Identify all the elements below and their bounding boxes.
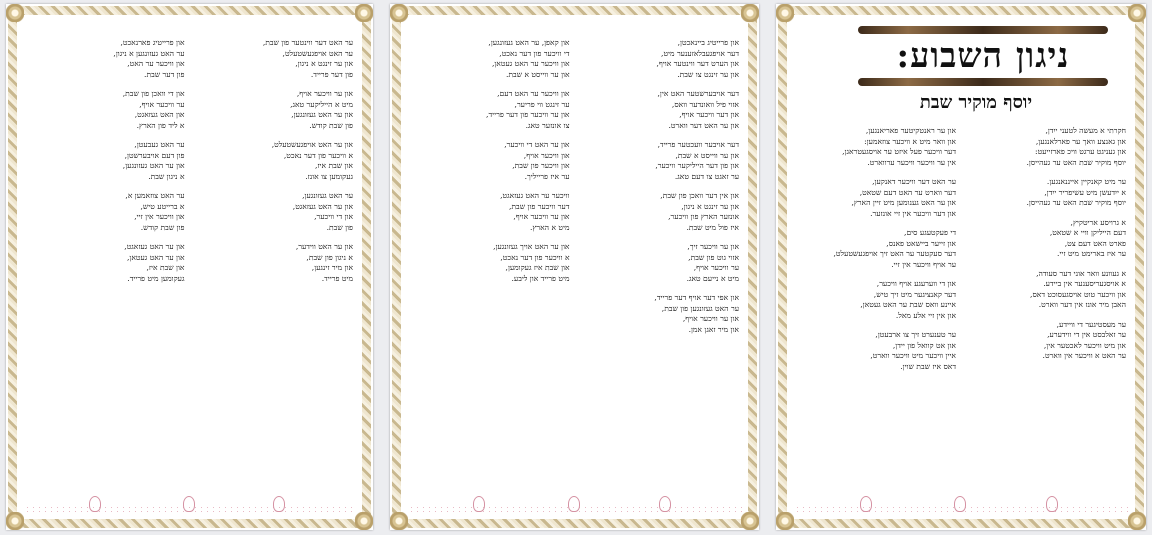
verse-line: און די וואכן פון שבת,: [122, 89, 185, 98]
verse-line: די פעקטעגע סים,: [904, 228, 956, 237]
verse-line: ער איז פרייליך.: [524, 171, 570, 181]
text-column-left: [410, 38, 570, 486]
stanza: [195, 38, 354, 80]
frame-corner-ornament: [741, 512, 759, 530]
verse-line: פון שבת קודש.: [309, 120, 353, 130]
verse-line: און זייער ביישאט פאנס,: [886, 238, 956, 248]
page-right: [776, 4, 1146, 530]
verse-line: פון דעם אויבערשטן,: [124, 150, 185, 160]
ornament-knot: [1046, 496, 1058, 512]
verse-line: וויכער ער האט געזאגט,: [500, 191, 570, 200]
stanza: [796, 126, 956, 168]
verse-line: און ער האט אויך געזונגען,: [493, 242, 570, 251]
verse-line: געקומען מיט פרייד.: [127, 273, 185, 283]
verse-line: מיט א הארץ.: [530, 222, 570, 232]
verse-line: און מיר זינגען,: [311, 263, 353, 272]
verse-line: ער האט דער וויכער דאנקען,: [872, 177, 956, 186]
verse-line: און וויכער אויף,: [523, 150, 570, 160]
verse-line: ער האט געזונגען א ניגון,: [113, 48, 185, 58]
stanza: [410, 140, 570, 182]
verse-line: ער האט געזונגען פון שבת,: [661, 303, 739, 313]
verse-line: דאס איז שבת שוין.: [900, 361, 956, 371]
verse-line: פון שבת קודש.: [140, 222, 185, 232]
verse-line: א ליד פון הארץ.: [136, 120, 185, 130]
stanza: [580, 242, 740, 284]
verse-line: און ער האט געזונגען,: [291, 110, 353, 119]
verse-line: איינע וואס שבת ער האט געטאן,: [860, 300, 956, 309]
stanza: [966, 126, 1126, 168]
verse-line: א ברייטע טיש,: [140, 201, 185, 211]
stanza: [580, 38, 740, 80]
verse-line: און דער וויכער אין זיי אונזער.: [870, 208, 956, 218]
verse-line: און אין דער וואכן פון שבת,: [660, 191, 739, 200]
frame-corner-ornament: [741, 4, 759, 22]
verse-line: און ער האט ווידער,: [295, 242, 353, 251]
stanza: [26, 242, 185, 284]
verse-line: און וויכער ער האט דעם,: [497, 89, 570, 98]
verse-line: האבן מיר אונז אין דער ווארט.: [1038, 300, 1126, 309]
stanza: [580, 89, 740, 131]
verse-line: מיט פרייד און ליבע.: [511, 273, 570, 283]
verse-line: ער האט געזונגען,: [302, 191, 353, 200]
verse-line: און אט קוואל פון יידן,: [892, 340, 956, 350]
text-columns: [796, 126, 1126, 486]
stanza: [26, 140, 185, 182]
verse-line: ער איז בארימט מיט זיי.: [1057, 249, 1126, 258]
page-subtitle: יוסף מוקיר שבת: [919, 92, 1033, 113]
verse-line: און פרייטיג ביינאכטן,: [677, 38, 739, 47]
verse-line: און מיר זאגן אמן.: [688, 324, 739, 334]
verse-line: ער וויכער אויף,: [693, 263, 739, 272]
verse-line: און שבת איז,: [146, 263, 185, 272]
verse-line: און די וויכער,: [314, 212, 353, 221]
verse-line: און אין זיי אלע מאל.: [895, 310, 956, 320]
verse-line: און ער ווייסט א שבת,: [675, 150, 739, 160]
scroll-ornament-bottom: [858, 78, 1108, 86]
stanza: [410, 38, 570, 80]
stanza: [966, 269, 1126, 311]
text-column-right: [966, 126, 1126, 486]
verse-line: און ער האט אויפגעשטעלט,: [271, 140, 353, 149]
verse-line: און וואר מיט א וויכער צוזאמען:: [864, 136, 956, 146]
stanza: [966, 320, 1126, 362]
text-columns: [26, 38, 353, 486]
verse-line: דער אויבערשטער האט אין,: [657, 89, 739, 98]
verse-line: אונזער הארץ פון וויכער,: [668, 212, 739, 221]
verse-line: און וויכער פון שבת,: [512, 161, 570, 170]
verse-line: דער וויכער פעל איזט ער אויסגעטראגן,: [842, 147, 956, 156]
verse-line: ער האט אויפגעשטעלט,: [282, 48, 353, 58]
verse-line: ער אויף וויכער אין זיי.: [891, 259, 956, 269]
page-left: [6, 4, 373, 530]
stanza: [580, 191, 740, 233]
verse-line: דעם הייליקן וויי א שטאט,: [1049, 228, 1126, 237]
ornament-knot: [183, 496, 195, 512]
frame-corner-ornament: [1128, 4, 1146, 22]
verse-line: מיט א הייליקער טאג,: [290, 99, 353, 109]
verse-line: א אויסגעריסענער אין ביידע.: [1043, 279, 1126, 288]
stanza: [195, 242, 354, 284]
verse-line: און פרייטיג פארנאכט,: [120, 38, 185, 47]
verse-line: און שבת איז געקומען,: [505, 263, 570, 272]
verse-line: און ער האט די וויכער,: [504, 140, 570, 149]
verse-line: און ער האט געטאן,: [126, 252, 185, 262]
frame-corner-ornament: [776, 512, 794, 530]
verse-line: מיט פרייד.: [321, 273, 353, 283]
stanza: [796, 177, 956, 219]
frame-corner-ornament: [6, 4, 24, 22]
scroll-ornament-top: [858, 26, 1108, 34]
verse-line: א גרויסע אריטקיץ,: [1070, 217, 1126, 227]
stanza: [410, 89, 570, 131]
verse-line: און אפי דער אויף דער פרייד,: [654, 293, 739, 302]
verse-line: איז פול מיט שבת.: [686, 222, 739, 232]
verse-line: און די ווערעגע אויף וויכער,: [876, 279, 956, 288]
stanza: [410, 242, 570, 284]
verse-line: דער ווארט ער האט דעם שטאט,: [859, 187, 956, 197]
verse-line: און פון דער הייליקער וויכער,: [655, 161, 739, 170]
frame-corner-ornament: [776, 4, 794, 22]
stanza: [580, 140, 740, 182]
verse-line: און וויכער טוט אויסגעסוכט דאס,: [1030, 289, 1126, 299]
verse-line: א געוונע וואר אוני דער סעודה,: [1036, 268, 1126, 278]
frame-corner-ornament: [390, 512, 408, 530]
verse-line: און מיט וויכער לאכטער אין,: [1043, 340, 1126, 350]
verse-line: און ער וויכער זיך,: [687, 242, 739, 251]
verse-line: און ער האט געזונגען,: [122, 161, 185, 170]
verse-line: א ניגון פון שבת,: [306, 252, 353, 262]
stanza: [195, 140, 354, 182]
verse-line: פארט האט דעם צט,: [1064, 238, 1126, 248]
verse-line: און וויכער ער האט געטאן,: [491, 59, 570, 68]
verse-line: פון דער פרייד.: [310, 69, 353, 79]
stanza: [580, 293, 740, 335]
verse-line: א וויכער פון דער נאכט,: [283, 150, 353, 160]
ornament-knot: [89, 496, 101, 512]
verse-line: און געניגט ערגט וויכ פארזייעט:: [1035, 147, 1126, 156]
verse-line: ער האט צוזאמען א,: [125, 191, 185, 200]
frame-corner-ornament: [355, 512, 373, 530]
verse-line: און ער האט דער ווארט.: [668, 120, 739, 130]
frame-corner-ornament: [6, 512, 24, 530]
verse-line: ער זינגט ווי פריער,: [514, 99, 570, 109]
verse-line: און ער האט געזאגט,: [292, 201, 353, 211]
verse-line: און ער ווייסט א שבת.: [505, 69, 570, 79]
verse-line: ער טענערט זיך צו ארבעטן,: [875, 330, 956, 339]
frame-corner-ornament: [1128, 512, 1146, 530]
ornament-knot: [659, 496, 671, 512]
verse-line: דער קאנציגער מיט זיך טיש,: [873, 289, 956, 299]
verse-line: און קאפן, ער האט געזונגען,: [488, 38, 570, 47]
verse-line: און דער וויכער אויף,: [679, 110, 739, 119]
verse-line: און ער וויכער אויף,: [682, 314, 739, 323]
verse-line: חקרתי א מעשה לטעני ייִדן,: [1045, 126, 1126, 135]
stanza: [26, 191, 185, 233]
frame-corner-ornament: [355, 4, 373, 22]
text-column-left: [26, 38, 185, 486]
ornament-knot: [473, 496, 485, 512]
verse-line: דער אויבער וועכטער פרייד,: [657, 140, 739, 149]
verse-line: דער סעקטער ער האט זיך אויפגעשטעלט,: [833, 249, 956, 258]
verse-line: און ער וויכער אויף,: [296, 89, 353, 98]
verse-line: ער זאגט צו דעם טאג.: [674, 171, 739, 181]
stanza: [26, 89, 185, 131]
verse-line: און ער זינגט א ניגון,: [295, 59, 353, 68]
verse-line: געקומען צו אונז.: [305, 171, 353, 181]
stanza: [966, 218, 1126, 260]
verse-line: און שבת איז,: [314, 161, 353, 170]
verse-line: יוסף מוקיר שבת האט ער געהייסן.: [1026, 198, 1126, 207]
verse-line: און ער האט גענומען מיט זיין הארץ,: [851, 198, 956, 207]
verse-line: און ער וויכער פון דער פרייד,: [486, 110, 570, 119]
stanza: [966, 177, 1126, 209]
verse-line: און ער ראנטקיטער פאריאנגען,: [865, 126, 956, 135]
verse-line: די וויכער פון דער נאכט,: [499, 48, 570, 58]
verse-line: אזוי גוט פון שבת,: [688, 252, 739, 262]
stanza: [410, 191, 570, 233]
verse-line: ער מיט קאנקיין אייננאנגען.: [1046, 177, 1126, 186]
verse-line: ער מעסטיגער די וויידע,: [1056, 319, 1126, 329]
verse-line: דער וויכער פון שבת,: [509, 201, 570, 211]
verse-line: מיט א נייעם טאג.: [686, 273, 739, 283]
stanza: [195, 89, 354, 131]
verse-line: א וויכער פון דער נאכט,: [500, 252, 570, 262]
verse-line: און הערט דער ווינטער אויף,: [656, 59, 739, 68]
footer-ornament: [792, 494, 1130, 514]
text-column-left: [796, 126, 956, 486]
ornament-knot: [273, 496, 285, 512]
verse-line: און ער זינגט צו שבת.: [677, 69, 739, 79]
verse-line: ער זאלבסט אין די ווידערע,: [1047, 330, 1126, 339]
ornament-knot: [568, 496, 580, 512]
verse-line: א ייִדעשן מיט עשיפריר ייִדן,: [1044, 187, 1126, 197]
text-columns: [410, 38, 739, 486]
verse-line: אין ער וויכער וויכער ערווארט.: [867, 157, 956, 167]
verse-line: פון דער שבת.: [144, 69, 185, 79]
verse-line: איין וויכער מיט וויכער ווארט,: [870, 351, 956, 360]
title-banner: [850, 26, 1116, 90]
text-column-right: [580, 38, 740, 486]
ornament-knot: [860, 496, 872, 512]
frame-corner-ornament: [390, 4, 408, 22]
verse-line: און וויכער ער האט,: [127, 59, 185, 68]
verse-line: דער אויפגעבלאזענער מיט,: [661, 48, 739, 58]
verse-line: און וויכער אין זיי,: [134, 212, 185, 221]
verse-line: פון שבת.: [326, 222, 353, 232]
verse-line: ער וויכער אויף,: [139, 99, 185, 109]
verse-line: און ער זינגט א ניגון,: [681, 201, 739, 211]
footer-ornament: [406, 494, 743, 514]
footer-ornament: [22, 494, 357, 514]
verse-line: צו אונזער טאג.: [525, 120, 570, 130]
verse-line: א ניגון שבת.: [148, 171, 185, 181]
text-column-right: [195, 38, 354, 486]
verse-line: יוסף מוקיר שבת האט ער געהייסן.: [1026, 157, 1126, 167]
stanza: [796, 330, 956, 372]
stanza: [195, 191, 354, 233]
verse-line: און ער וויכער אויף,: [513, 212, 570, 221]
stanza: [26, 38, 185, 80]
verse-line: ער האט געבעטן,: [134, 140, 185, 149]
page-title: ניגון השבוע:: [896, 36, 1070, 76]
verse-line: און האט געזאגט,: [134, 110, 185, 119]
verse-line: און גאנצע וואך ער פארלאנגען,: [1035, 136, 1126, 146]
verse-line: ער האט דער ווינטער פון שבת,: [262, 38, 353, 47]
verse-line: ער האט א וויכער אין ווארט.: [1042, 351, 1126, 360]
verse-line: אזוי פיל וואונדער וואס,: [671, 99, 739, 109]
stanza: [796, 279, 956, 321]
verse-line: און ער האט געזאגט,: [124, 242, 185, 251]
page-middle: [390, 4, 759, 530]
stanza: [796, 228, 956, 270]
ornament-knot: [954, 496, 966, 512]
